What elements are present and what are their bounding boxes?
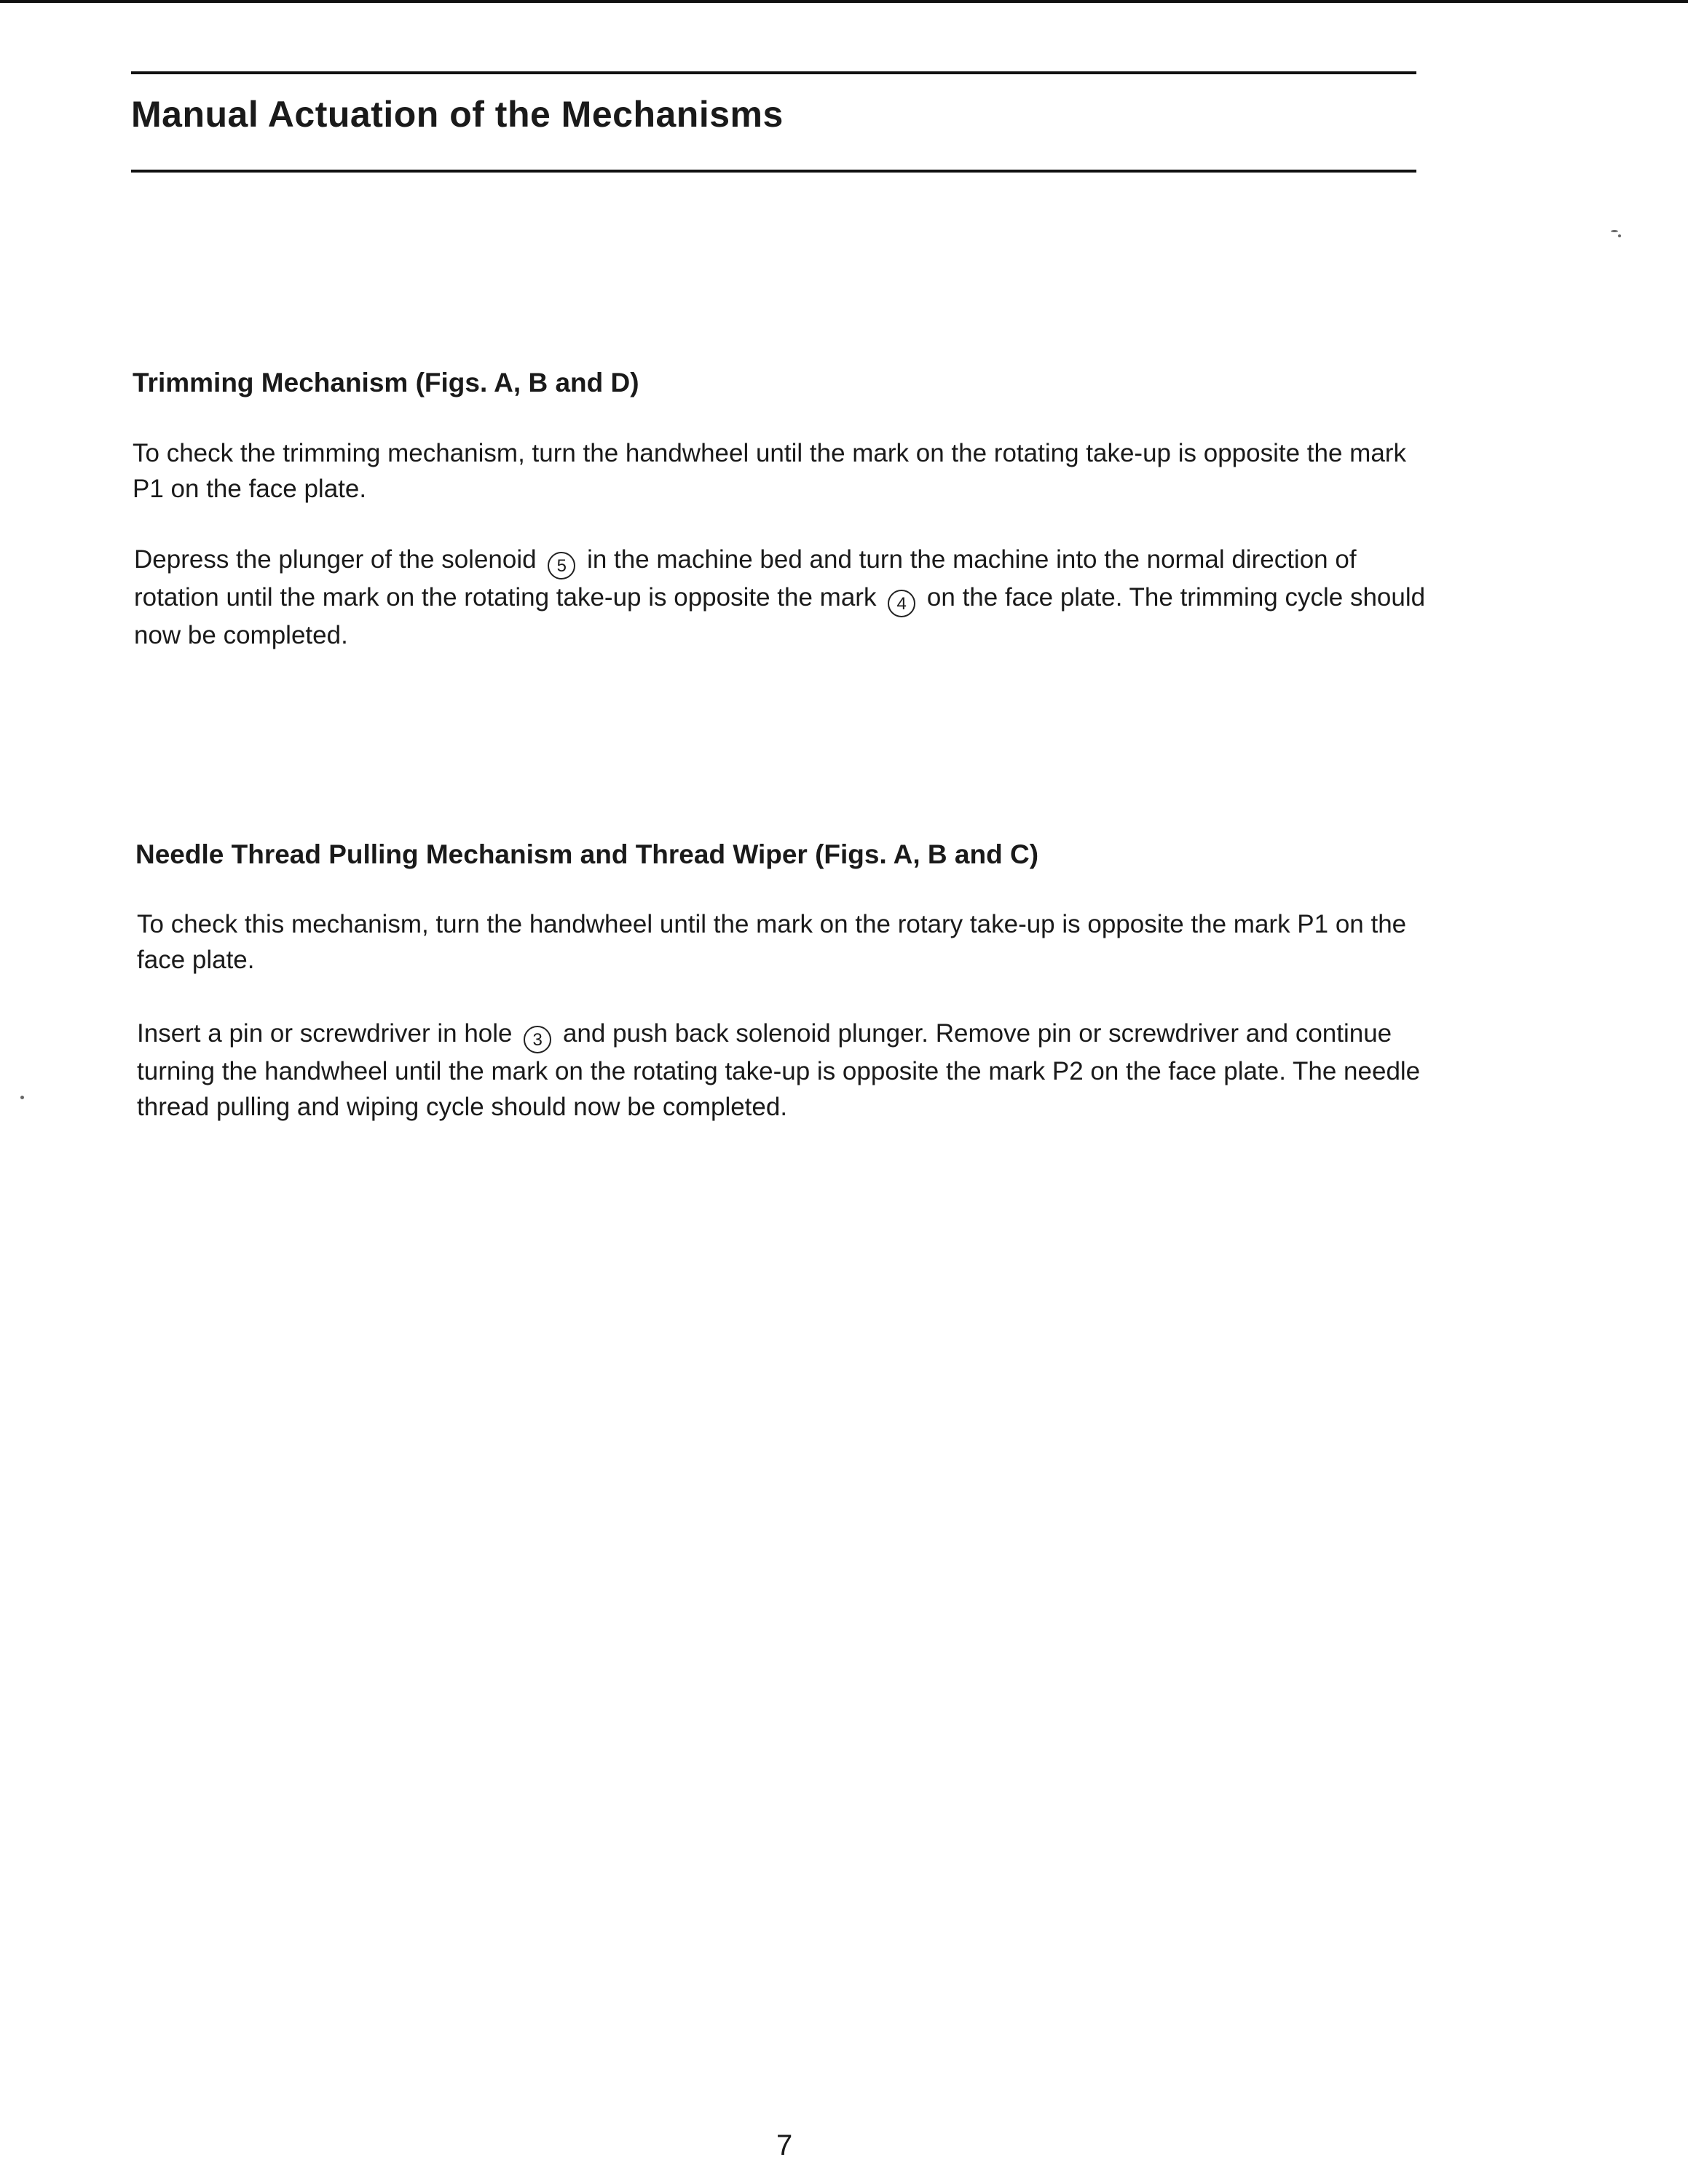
- paragraph-trimming-procedure: [134, 542, 1445, 653]
- section-heading-needle-thread: Needle Thread Pulling Mechanism and Thread Wiper (Figs. A, B and C): [135, 839, 1039, 869]
- text-segment: on the face plate. The trimming cycle should now be completed.: [134, 583, 1426, 649]
- section-heading-trimming: Trimming Mechanism (Figs. A, B and D): [133, 368, 639, 397]
- page-number: 7: [776, 2129, 793, 2161]
- paragraph-trimming-check: To check the trimming mechanism, turn the handwheel until the mark on the rotating take-up is opposite the mark P1 on the face plate.: [133, 439, 1406, 503]
- text-segment: Depress the plunger of the solenoid: [134, 545, 537, 574]
- paragraph-needle-thread-check: To check this mechanism, turn the handwheel until the mark on the rotary take-up is opposite the mark P1 on the face plate.: [137, 910, 1407, 974]
- part-reference-marker: 3: [524, 1026, 551, 1053]
- title-rule-bottom: [131, 170, 1416, 173]
- text-segment: and push back solenoid plunger. Remove pin or screwdriver and continue turning the handwheel until the mark on the rotating take-up is opposite the mark P2 on the face plate. The needle thread pulling and wiping cycle should now be completed.: [137, 1019, 1421, 1121]
- text-segment: Insert a pin or screwdriver in hole: [137, 1019, 513, 1048]
- scan-speck: [20, 1096, 24, 1099]
- page-title: Manual Actuation of the Mechanisms: [131, 94, 784, 135]
- scan-speck: [1618, 234, 1621, 237]
- part-reference-marker: 4: [888, 590, 915, 617]
- part-reference-marker: 5: [548, 552, 575, 579]
- scan-edge: [0, 0, 1688, 3]
- text-segment: in the machine bed and turn the machine into the normal direction of rotation until the mark on the rotating take-up is opposite the mark: [134, 545, 1357, 612]
- scan-speck: [1611, 230, 1618, 232]
- title-rule-top: [131, 71, 1416, 74]
- paragraph-needle-thread-procedure: [137, 1016, 1448, 1125]
